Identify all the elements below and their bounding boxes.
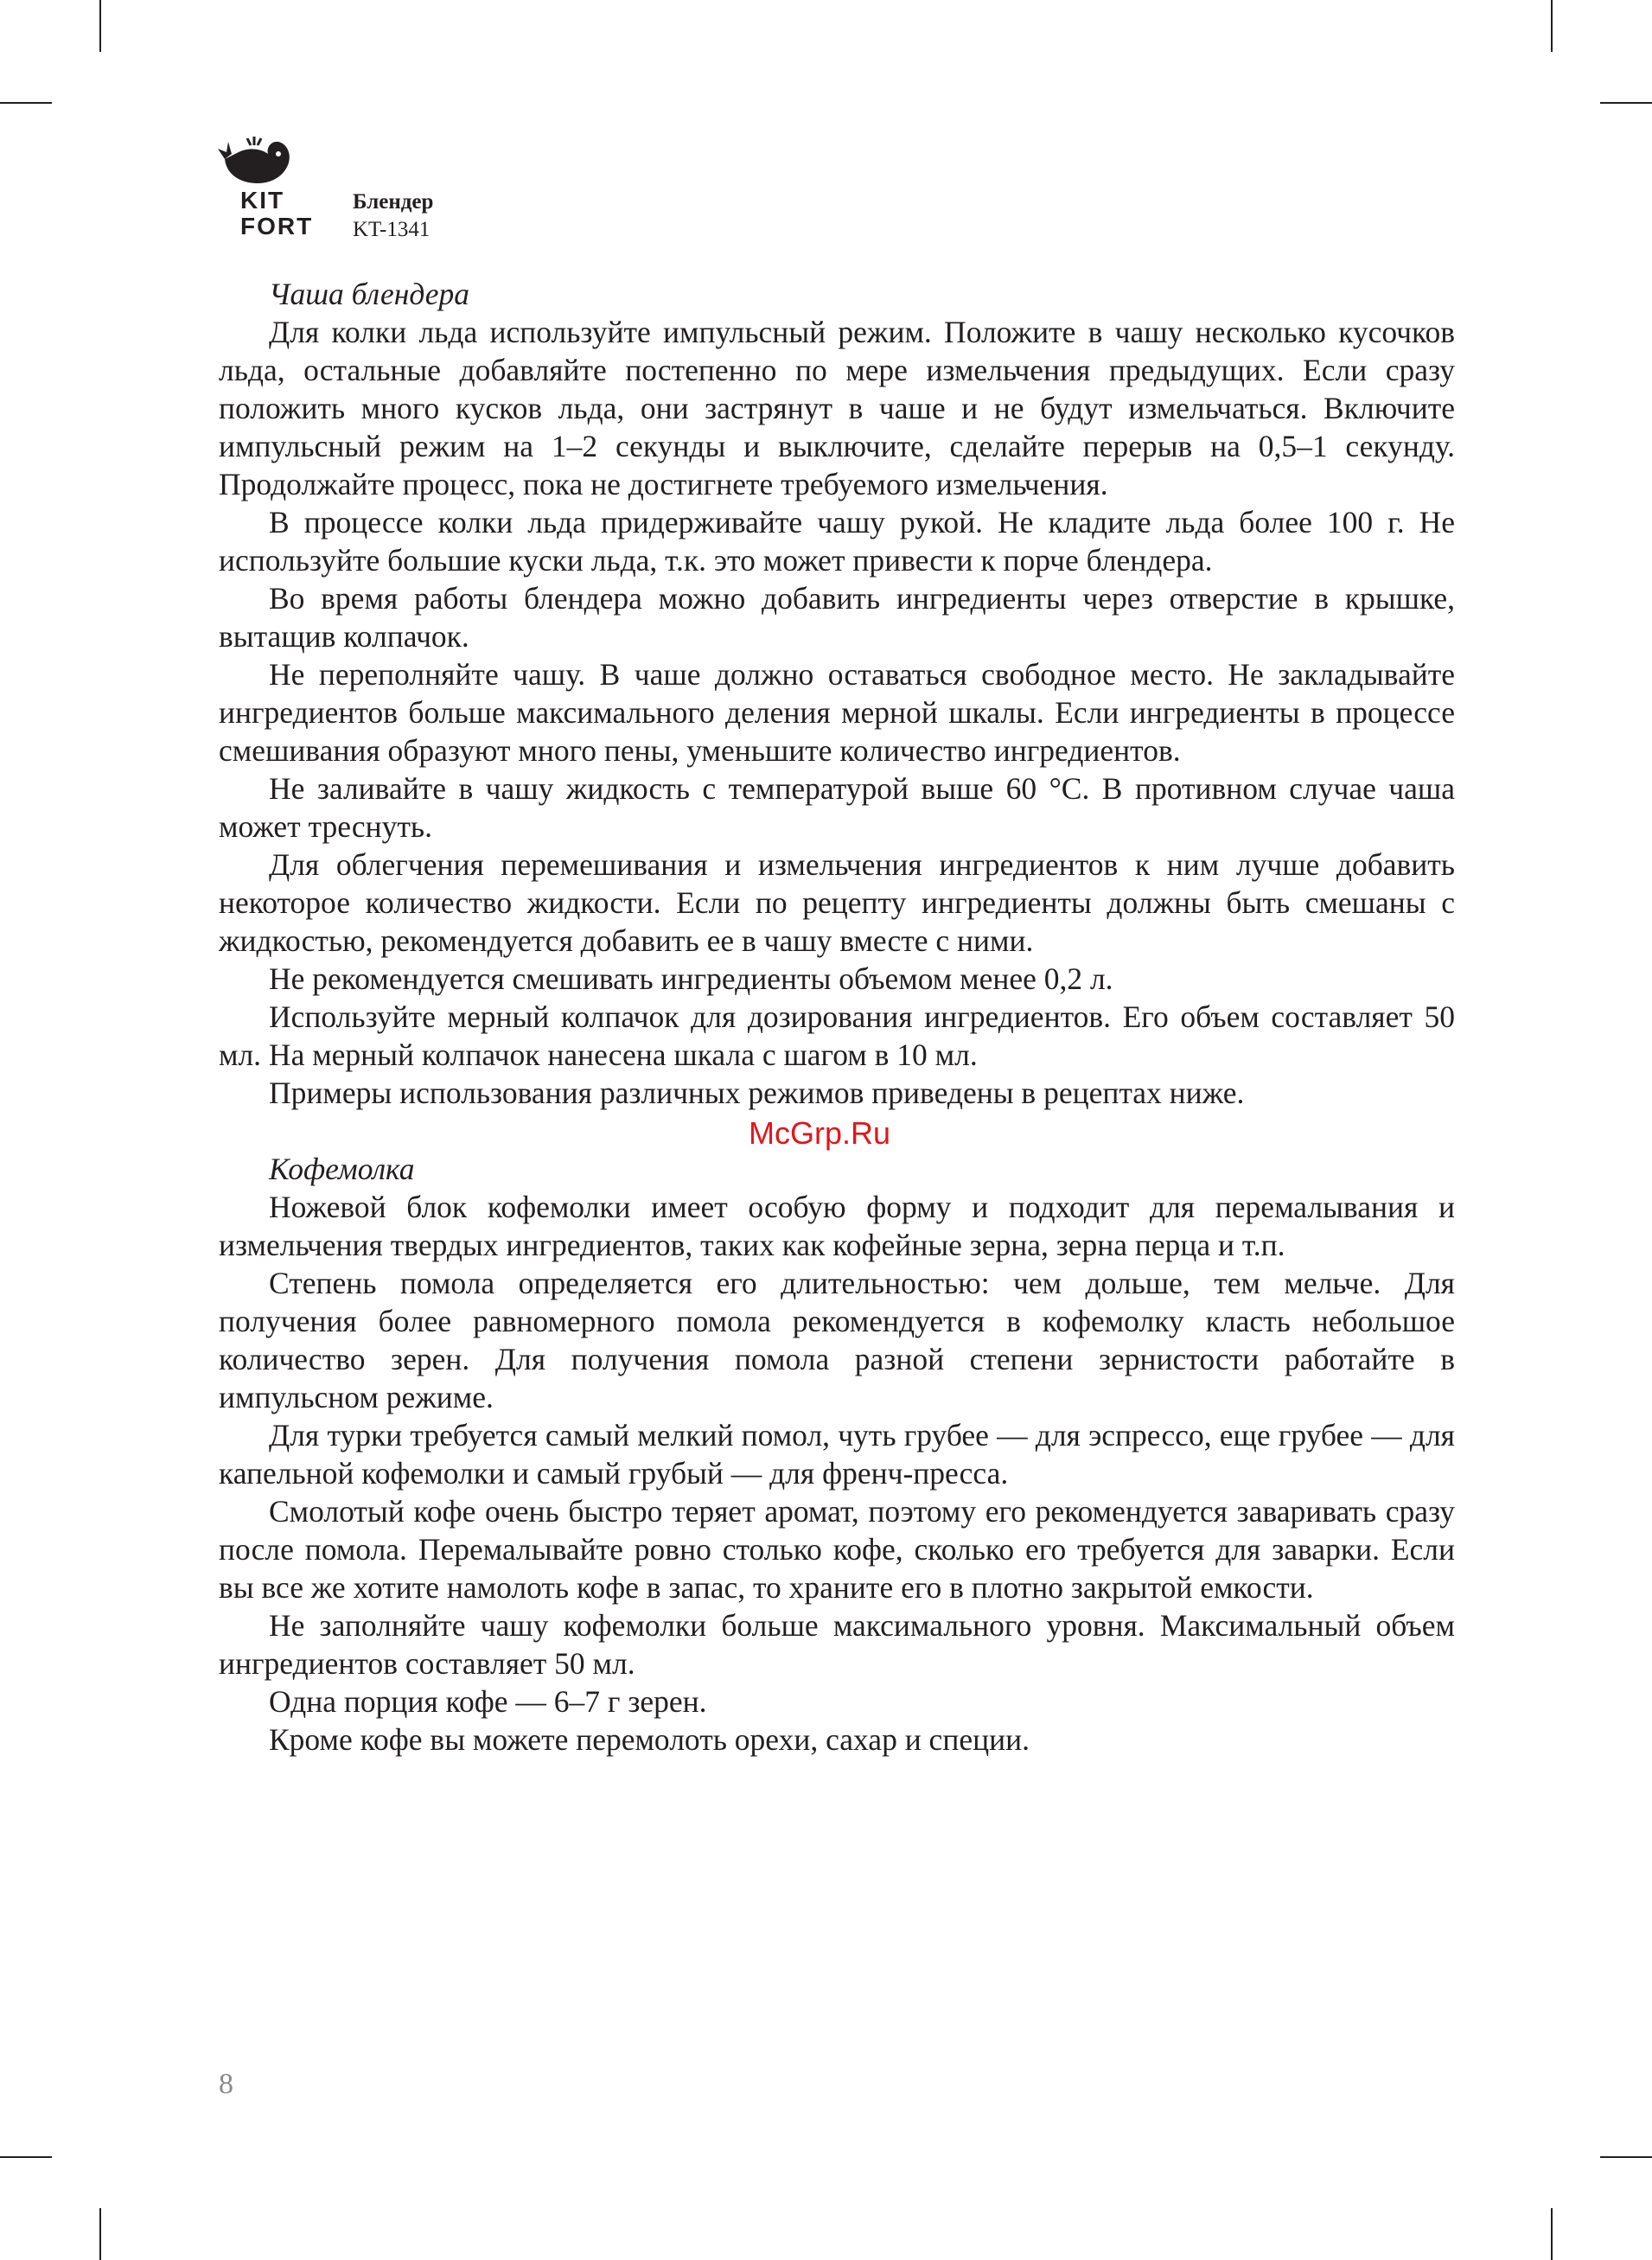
main-content	[219, 275, 1455, 1759]
paragraph: Не рекомендуется смешивать ингредиенты объемом менее 0,2 л.	[269, 961, 1113, 996]
page-header	[214, 137, 733, 245]
crop-mark	[1600, 2156, 1652, 2158]
paragraph: Примеры использования различных режимов приведены в рецептах ниже.	[269, 1076, 1245, 1110]
crop-mark	[99, 0, 101, 52]
crop-mark	[0, 102, 52, 104]
page-number: 8	[219, 2068, 233, 2100]
paragraph: Для турки требуется самый мелкий помол, чуть грубее — для эспрессо, еще грубее — для капельной кофемолки и самый грубый — для френч-пресса.	[219, 1418, 1455, 1491]
logo-line-1: KIT	[240, 187, 285, 214]
paragraph: Используйте мерный колпачок для дозирования ингредиентов. Его объем составляет 50 мл. На мерный колпачок нанесена шкала с шагом в 10 мл.	[219, 999, 1455, 1072]
crop-mark	[99, 2208, 101, 2260]
crop-mark	[1551, 2208, 1553, 2260]
product-name: Блендер	[353, 190, 434, 214]
product-model: KT-1341	[353, 218, 431, 241]
paragraph: Для колки льда используйте импульсный режим. Положите в чашу несколько кусочков льда, остальные добавляйте постепенно по мере измельчения предыдущих. Если сразу положить много кусков льда, они застрянут в чаше и не будут измельчаться. Включите импульсный режим на 1–2 секунды и выключите, сделайте перерыв на 0,5–1 секунду. Продолжайте процесс, пока не достигнете требуемого измельчения.	[219, 315, 1455, 501]
crop-mark	[1600, 102, 1652, 104]
paragraph: Ножевой блок кофемолки имеет особую форму и подходит для перемалывания и измельчения твердых ингредиентов, таких как кофейные зерна, зерна перца и т.п.	[219, 1190, 1455, 1262]
section-heading-coffee-grinder: Кофемолка	[269, 1152, 415, 1186]
paragraph: Не переполняйте чашу. В чаше должно оставаться свободное место. Не закладывайте ингредиентов больше максимального деления мерной шкалы. Если ингредиенты в процессе смешивания образуют много пены, уменьшите количество ингредиентов.	[219, 657, 1455, 768]
paragraph: В процессе колки льда придерживайте чашу рукой. Не кладите льда более 100 г. Не используйте большие куски льда, т.к. это может привести к порче блендера.	[219, 505, 1455, 578]
watermark: McGrp.Ru	[749, 1115, 891, 1151]
paragraph: Во время работы блендера можно добавить ингредиенты через отверстие в крышке, вытащив колпачок.	[219, 581, 1455, 654]
whale-icon	[218, 137, 296, 188]
logo-wordmark	[240, 188, 313, 240]
paragraph: Не заливайте в чашу жидкость с температурой выше 60 °C. В противном случае чаша может треснуть.	[219, 771, 1455, 844]
paragraph: Не заполняйте чашу кофемолки больше максимального уровня. Максимальный объем ингредиентов составляет 50 мл.	[219, 1608, 1455, 1681]
paragraph: Степень помола определяется его длительностью: чем дольше, тем мельче. Для получения более равномерного помола рекомендуется в кофемолку класть небольшое количество зерен. Для получения помола разной степени зернистости работайте в импульсном режиме.	[219, 1266, 1455, 1414]
paragraph: Кроме кофе вы можете перемолоть орехи, сахар и специи.	[269, 1722, 1030, 1757]
logo-line-2: FORT	[240, 213, 314, 239]
kitfort-logo	[214, 137, 327, 245]
paragraph: Смолотый кофе очень быстро теряет аромат, поэтому его рекомендуется заваривать сразу после помола. Перемалывайте ровно столько кофе, сколько его требуется для заварки. Если вы все же хотите намолоть кофе в запас, то храните его в плотно закрытой емкости.	[219, 1494, 1455, 1605]
product-info	[353, 188, 433, 244]
section-heading-blender-bowl: Чаша блендера	[269, 277, 469, 311]
crop-mark	[0, 2156, 52, 2158]
paragraph: Для облегчения перемешивания и измельчения ингредиентов к ним лучше добавить некоторое количество жидкости. Если по рецепту ингредиенты должны быть смешаны с жидкостью, рекомендуется добавить ее в чашу вместе с ними.	[219, 847, 1455, 958]
crop-mark	[1551, 0, 1553, 52]
paragraph: Одна порция кофе — 6–7 г зерен.	[269, 1684, 707, 1719]
